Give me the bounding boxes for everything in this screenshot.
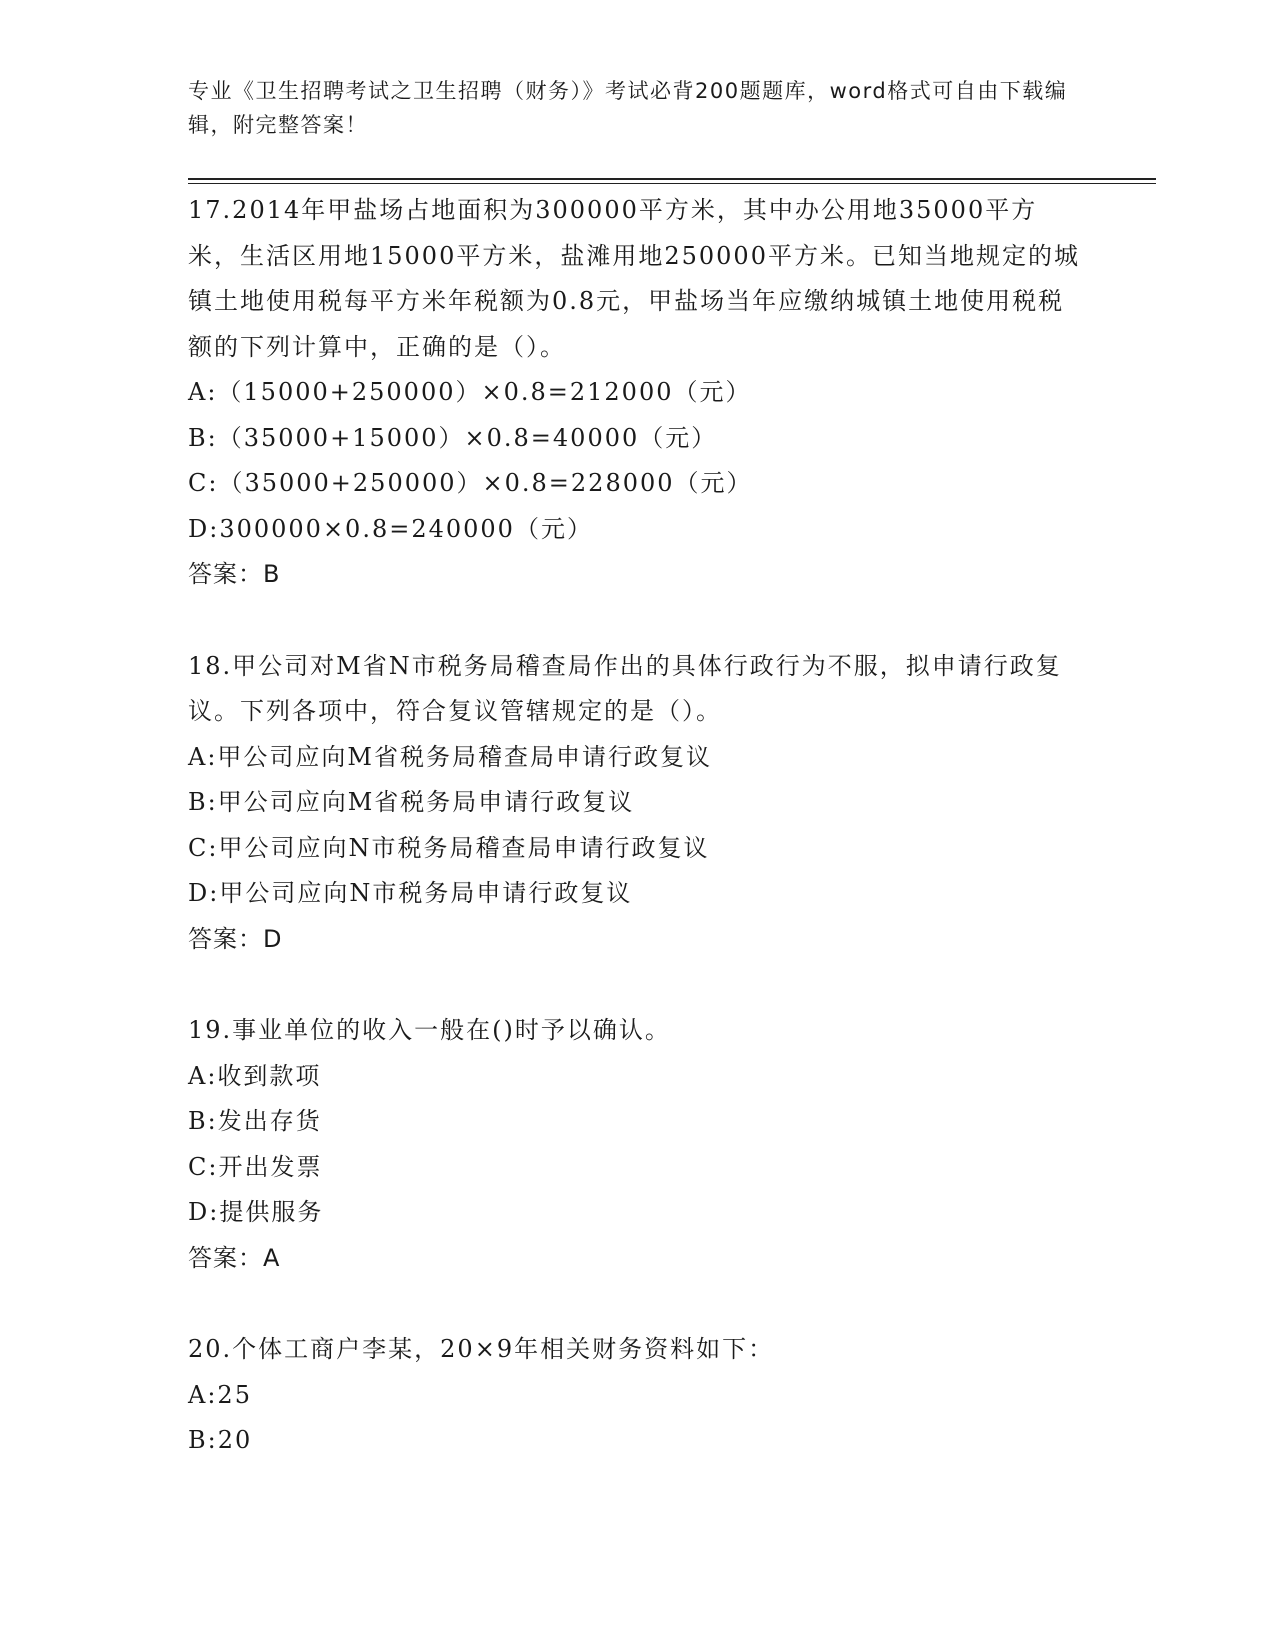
question-stem: 18.甲公司对M省N市税务局稽查局作出的具体行政行为不服，拟申请行政复议。下列各项中，符合复议管辖规定的是（）。 [188, 651, 1062, 725]
option-d: D:提供服务 [188, 1198, 324, 1226]
option-b: B:20 [188, 1426, 253, 1454]
answer-label: 答案：A [188, 1243, 281, 1272]
option-c: C:（35000+250000）×0.8=228000（元） [188, 469, 753, 497]
option-a: A:甲公司应向M省税务局稽查局申请行政复议 [188, 742, 712, 771]
option-a: A:收到款项 [188, 1061, 322, 1090]
header-rule-thin [188, 183, 1156, 184]
question-stem: 17.2014年甲盐场占地面积为300000平方米，其中办公用地35000平方米，生活区用地15000平方米，盐滩用地250000平方米。已知当地规定的城镇土地使用税每平方米年税额为0.8元，甲盐场当年应缴纳城镇土地使用税税额的下列计算中，正确的是（）。 [188, 196, 1080, 361]
option-b: B:甲公司应向M省税务局申请行政复议 [188, 788, 635, 816]
option-d: D:300000×0.8=240000（元） [188, 514, 593, 543]
question-list [188, 188, 1088, 1510]
question-19 [188, 1008, 1088, 1281]
question-20 [188, 1327, 1088, 1464]
option-b: B:发出存货 [188, 1107, 322, 1135]
answer-label: 答案：B [188, 560, 281, 588]
option-c: C:甲公司应向N市税务局稽查局申请行政复议 [188, 833, 710, 862]
question-17 [188, 188, 1088, 598]
page-header: 专业《卫生招聘考试之卫生招聘（财务）》考试必背200题题库，word格式可自由下载编辑，附完整答案！ [188, 79, 1068, 137]
question-stem: 20.个体工商户李某，20×9年相关财务资料如下： [188, 1335, 775, 1363]
answer-label: 答案：D [188, 924, 283, 953]
question-18 [188, 644, 1088, 963]
header-rule-thick [188, 178, 1156, 180]
option-d: D:甲公司应向N市税务局申请行政复议 [188, 879, 633, 907]
option-b: B:（35000+15000）×0.8=40000（元） [188, 423, 718, 452]
option-a: A:（15000+250000）×0.8=212000（元） [188, 378, 752, 406]
option-a: A:25 [188, 1380, 252, 1409]
option-c: C:开出发票 [188, 1152, 323, 1181]
question-stem: 19.事业单位的收入一般在()时予以确认。 [188, 1016, 671, 1044]
